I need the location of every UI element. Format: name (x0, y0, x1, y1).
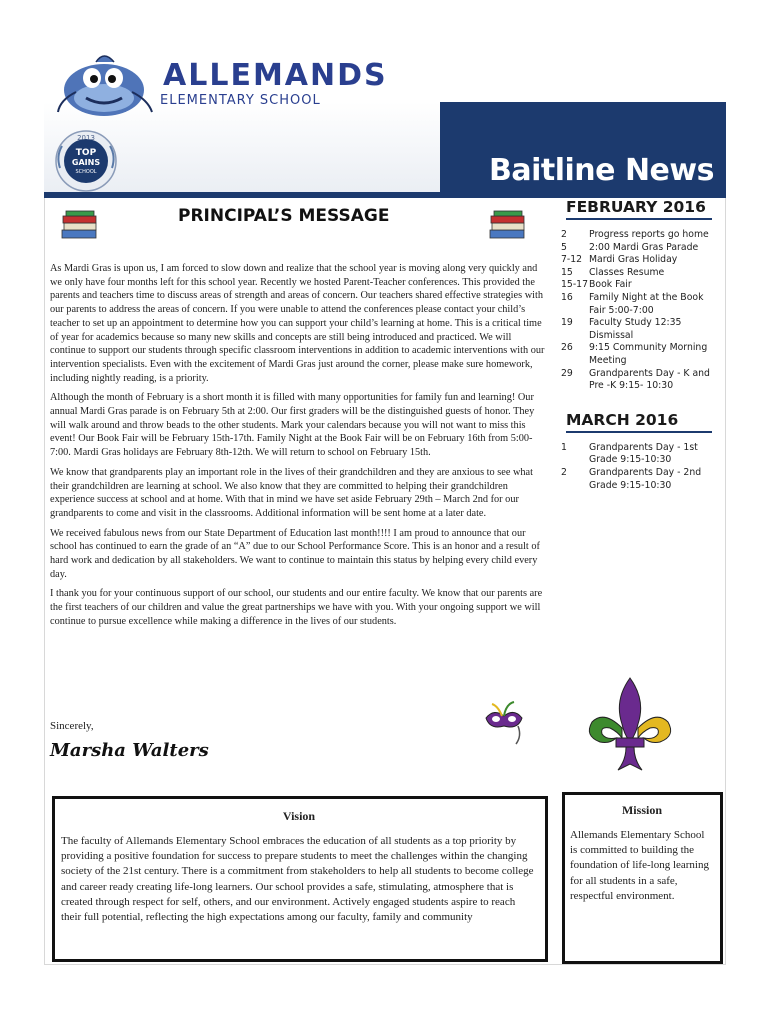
badge-year: 2013 (77, 134, 95, 142)
event-item (561, 254, 721, 267)
event-text: Progress reports go home (589, 229, 709, 240)
march-heading: MARCH 2016 (566, 411, 712, 433)
school-name: ALLEMANDS (163, 58, 388, 93)
february-heading: FEBRUARY 2016 (566, 198, 712, 220)
books-icon (60, 210, 100, 240)
mission-box (562, 792, 723, 964)
event-item (561, 292, 721, 317)
event-day: 15-17 (561, 279, 589, 291)
mardi-gras-mask-icon (480, 700, 528, 748)
principal-signature: Marsha Walters (50, 740, 209, 761)
event-item (561, 267, 721, 280)
event-text: Book Fair (589, 279, 632, 291)
event-day: 2 (561, 229, 567, 240)
vision-box (52, 796, 548, 962)
event-text: 9:15 Community Morning Meeting (589, 342, 708, 366)
newsletter-title: Baitline News (489, 153, 714, 188)
letter-paragraph: We know that grandparents play an important role in the lives of their grandchildren and they are anxious to see what their grandchildren are learning at school. We also know that they are committed to helping their grandchildren experience success at school and at home. With that in mind we have set aside February 29th – March 2nd for our grandparents to come and visit in the classrooms. Additional information will be sent home at a later date. (50, 466, 533, 519)
event-text: Classes Resume (589, 266, 665, 278)
letter-closing: Sincerely, (50, 720, 94, 732)
event-day: 7-12 (561, 254, 583, 266)
mission-text: Allemands Elementary School is committed to building the foundation of life-long learning for all students in a safe, respectful environment. (570, 829, 709, 902)
fleur-de-lis-icon (586, 676, 674, 776)
event-item (561, 242, 721, 255)
badge-top: TOP (75, 148, 97, 158)
event-text: Family Night at the Book Fair 5:00-7:00 (589, 291, 704, 316)
event-text: Grandparents Day - 1st Grade 9:15-10:30 (589, 441, 698, 466)
event-day: 16 (561, 291, 573, 303)
principal-letter (50, 262, 548, 635)
vision-title: Vision (282, 809, 316, 823)
badge-gains: GAINS (71, 158, 101, 167)
badge-school: SCHOOL (75, 169, 97, 175)
page-bottom-line (44, 964, 726, 965)
event-text: Faculty Study 12:35 Dismissal (589, 317, 682, 341)
event-day: 1 (561, 441, 567, 453)
letter-paragraph: Although the month of February is a short month it is filled with many opportunities for family fun and learning! Our annual Mardi Gras parade is on February 5th at 2:00. Our first graders will be the distinguished guests of honor. They will walk around and throw beads to the other students. Mark your calendars because you will not want to miss this event! Our Book Fair will be February 15th-17th. Family Night at the Book Fair will be on February 16th from 5:00-7:00. Mardi Gras holidays are February 8th-12th. We will return to school on February 15th. (50, 392, 535, 459)
event-text: Grandparents Day - K and Pre -K 9:15- 10:30 (589, 367, 710, 392)
mission-title: Mission (621, 803, 662, 817)
event-day: 5 (561, 241, 567, 253)
top-gains-badge-icon (48, 128, 124, 194)
february-events (561, 229, 721, 393)
catfish-mascot-icon (56, 48, 156, 124)
event-day: 29 (561, 367, 573, 379)
event-day: 15 (561, 266, 573, 278)
letter-paragraph: As Mardi Gras is upon us, I am forced to slow down and realize that the school year is moving along very quickly and we only have four months left for this school year. Recently we hosted Parent-Teacher conferences. This provided the parents and teachers time to discuss areas of strength and areas of concern. Our teachers shared effective strategies with our parents to address the areas of concern. If you were unable to attend the conferences please contact your child’s teacher to set up an appointment to determine how you can support your child’s learning at home. This is a critical time of year for academics because so many new skills and concepts are still being introduced and practiced. We will continue to support our students through specific classroom interventions in addition to academic interventions with our intervention specialists. Even with the excitement of Mardi Gras just around the corner, please make sure homework, including nightly reading, is a priority. (50, 263, 545, 384)
event-item (561, 279, 721, 292)
vision-text: The faculty of Allemands Elementary School embraces the education of all students as a top priority by providing a positive foundation for success to prepare students to meet the challenges within the changing society of the 21st century. There is a commitment from stakeholders to help all students to become college and career ready creating life-long learners. Our school provides a safe, stimulating, atmosphere that is created through respect for self, others, and our environment. Actively engaged students aspire to reach their full potential, reflecting the high expectations among our faculty, family and community (61, 835, 534, 924)
event-item (561, 467, 721, 492)
event-day: 19 (561, 317, 573, 329)
principal-message-title: PRINCIPAL’S MESSAGE (178, 206, 390, 226)
event-item (561, 368, 721, 393)
event-item (561, 442, 721, 467)
books-icon (488, 210, 528, 240)
event-text: Mardi Gras Holiday (589, 254, 678, 266)
school-subtitle: ELEMENTARY SCHOOL (160, 93, 321, 108)
event-item (561, 229, 721, 242)
letter-paragraph: We received fabulous news from our State Department of Education last month!!!! I am proud to announce that our school has continued to earn the grade of an “A” due to our School Performance Score. This is an honor and a result of hard work and dedication by all stakeholders. We want to continue to maintain this status by helping every child every day. (50, 527, 540, 580)
event-text: 2:00 Mardi Gras Parade (589, 241, 699, 253)
letter-paragraph: I thank you for your continuous support of our school, our students and our entire faculty. We know that our parents are the first teachers of our children and value the great partnerships we have with you. With your ongoing support we will continue to pursue excellence while making a difference in the lives of our students. (50, 588, 543, 627)
calendar-column (561, 198, 721, 492)
march-events (561, 442, 721, 492)
event-day: 2 (561, 466, 567, 478)
event-item (561, 342, 721, 367)
event-day: 26 (561, 342, 573, 354)
event-item (561, 317, 721, 342)
event-text: Grandparents Day - 2nd Grade 9:15-10:30 (589, 466, 702, 491)
